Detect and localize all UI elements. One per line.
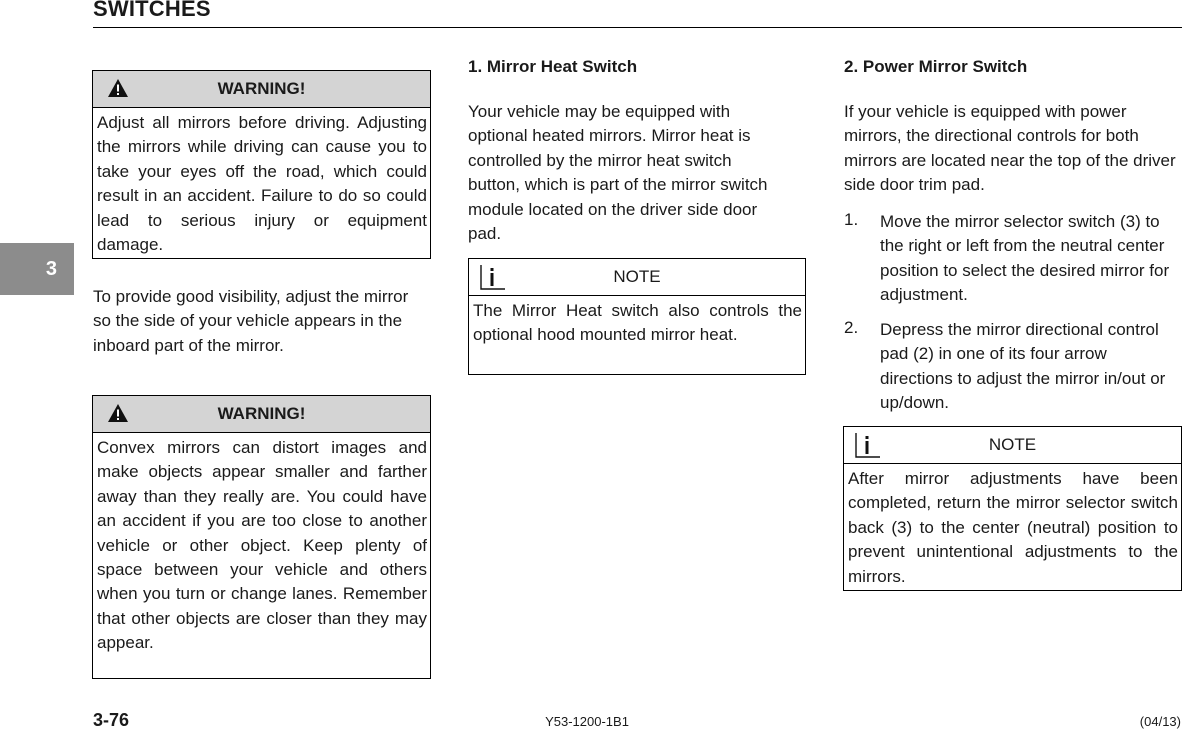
- step-text: Depress the mirror directional control pad (2) in one of its four arrow directions to adjust the mirror in/out or up/down.: [880, 320, 1166, 413]
- document-code: Y53-1200-1B1: [545, 714, 629, 729]
- warning-title: WARNING!: [217, 79, 306, 98]
- note-header: [844, 427, 1181, 464]
- note-text: After mirror adjustments have been completed, return the mirror selector switch back (3) to the center (neutral) position to prevent unintentional adjustments to the mirrors.: [848, 469, 1178, 586]
- page-title: SWITCHES: [93, 0, 211, 21]
- mirror-heat-paragraph: Your vehicle may be equipped with optional heated mirrors. Mirror heat is controlled by the mirror heat switch button, which is part of the mirror switch module located on the driver side door pad.: [468, 102, 768, 244]
- warning-text: Adjust all mirrors before driving. Adjusting the mirrors while driving can cause you to take your eyes off the road, which could result in an accident. Failure to do so could lead to serious injury or equipment damage.: [97, 113, 427, 255]
- note-header: [469, 259, 805, 296]
- warning-text: Convex mirrors can distort images and make objects appear smaller and farther away than they really are. You could have an accident if you are too close to another vehicle or other object. Keep plenty of space between your vehicle and others when you turn or change lanes. Remember that other objects are closer than they may appear.: [97, 438, 427, 653]
- revision-date: (04/13): [1139, 714, 1181, 729]
- step-number: 1.: [844, 210, 859, 229]
- header-rule: [93, 27, 1182, 28]
- note-body: [844, 464, 1181, 589]
- warning-body: [93, 108, 430, 257]
- warning-header: [93, 71, 430, 108]
- section-heading-mirror-heat: 1. Mirror Heat Switch: [468, 57, 638, 76]
- note-box-mirror-adjustment: [843, 426, 1182, 591]
- info-icon: [478, 264, 506, 290]
- power-mirror-paragraph: If your vehicle is equipped with power mirrors, the directional controls for both mirrors are located near the top of the driver side door trim pad.: [844, 102, 1176, 195]
- chapter-tab: 3: [0, 243, 74, 295]
- section-heading-power-mirror: 2. Power Mirror Switch: [844, 57, 1028, 76]
- warning-box-adjust-mirrors: [92, 70, 431, 259]
- visibility-paragraph: To provide good visibility, adjust the mirror so the side of your vehicle appears in the inboard part of the mirror.: [93, 287, 409, 355]
- page-number: 3-76: [93, 710, 130, 730]
- info-icon: [853, 432, 881, 458]
- warning-triangle-icon: [107, 403, 129, 423]
- note-text: The Mirror Heat switch also controls the optional hood mounted mirror heat.: [473, 301, 802, 345]
- warning-title: WARNING!: [217, 404, 306, 423]
- note-box-mirror-heat: [468, 258, 806, 375]
- note-body: [469, 296, 805, 348]
- note-title: NOTE: [613, 267, 661, 286]
- warning-triangle-icon: [107, 78, 129, 98]
- step-number: 2.: [844, 318, 859, 337]
- note-title: NOTE: [988, 435, 1037, 454]
- warning-body: [93, 433, 430, 656]
- warning-box-convex-mirrors: [92, 395, 431, 679]
- warning-header: [93, 396, 430, 433]
- step-text: Move the mirror selector switch (3) to the right or left from the neutral center position to select the desired mirror for adjustment.: [880, 212, 1170, 305]
